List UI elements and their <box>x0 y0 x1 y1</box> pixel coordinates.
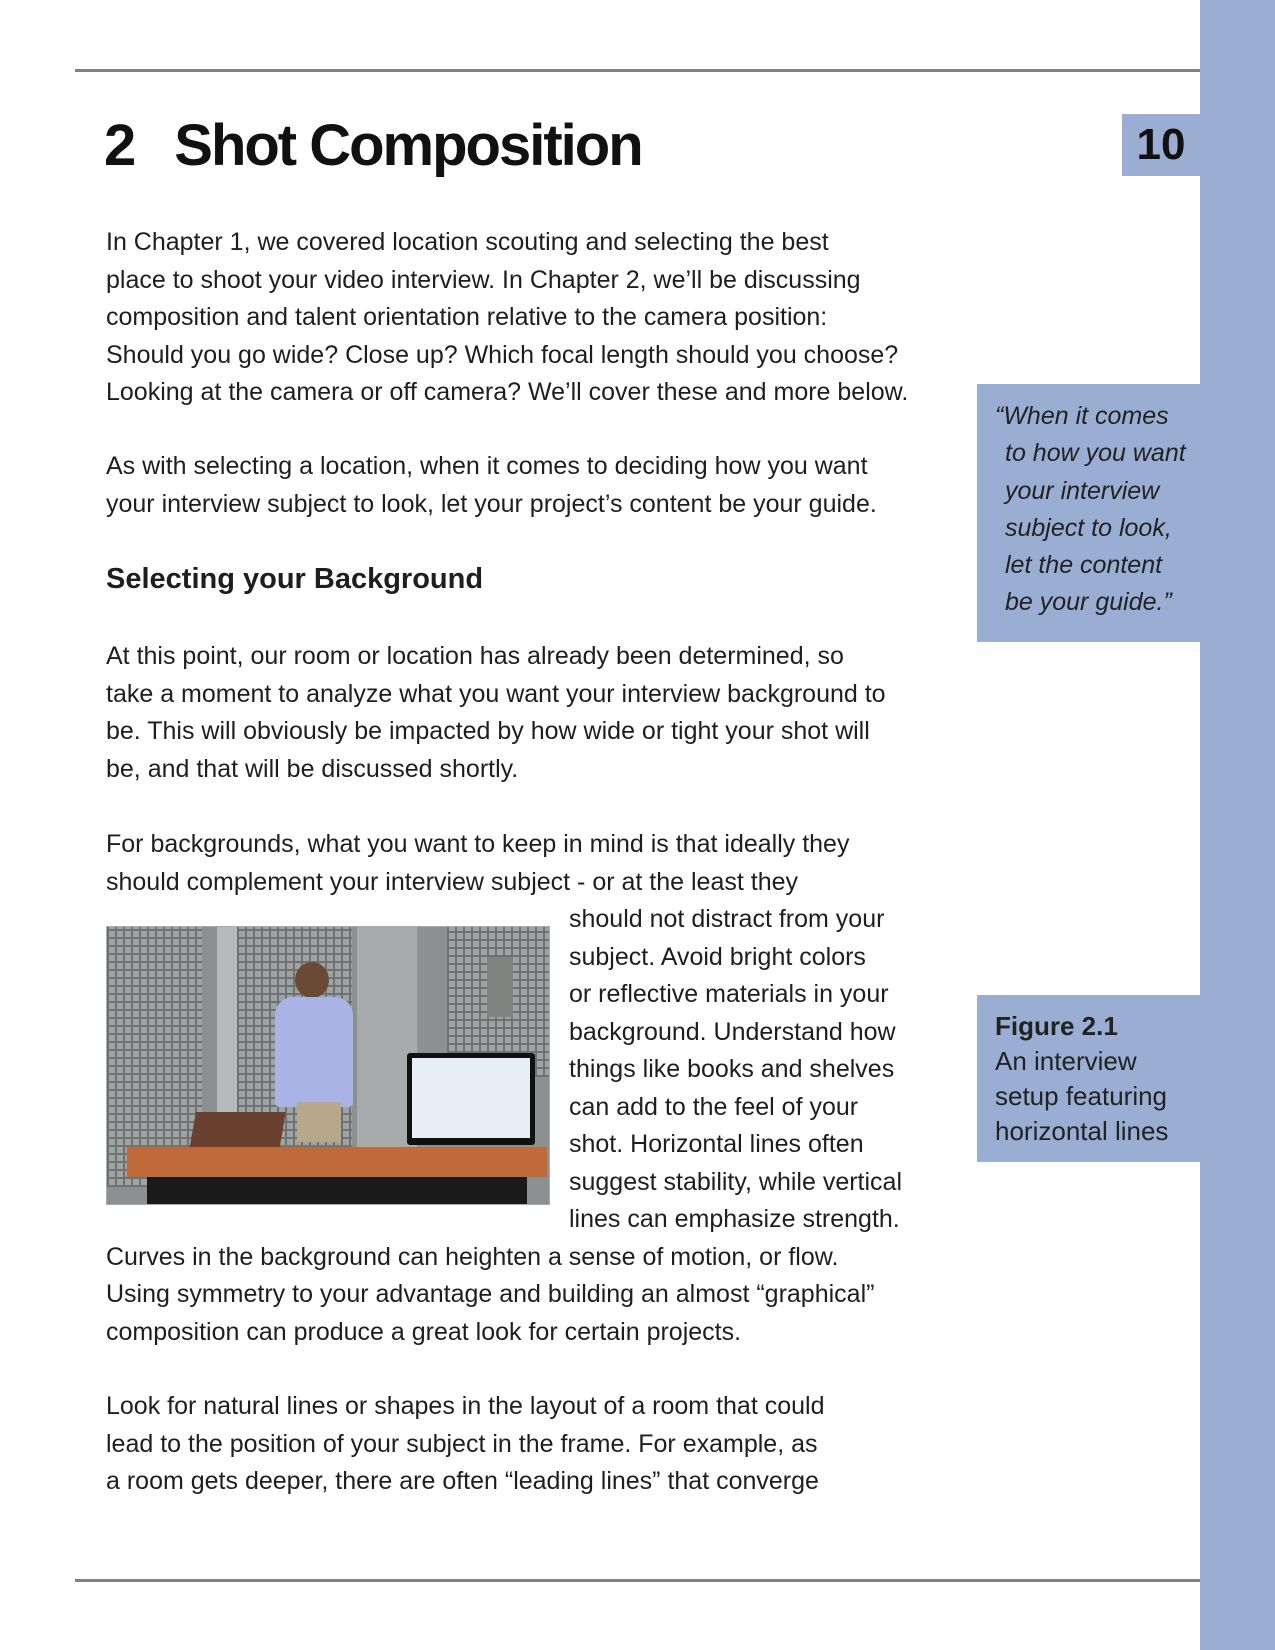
figure-label: Figure 2.1 <box>995 1011 1118 1041</box>
text-line: At this point, our room or location has already been determined, so <box>106 642 844 670</box>
text-line: background. Understand how <box>569 1017 896 1046</box>
page-number: 10 <box>1122 114 1200 176</box>
paragraph-3 <box>106 638 886 788</box>
text-line: lines can emphasize strength. <box>569 1205 900 1233</box>
text-line: things like books and shelves <box>569 1055 895 1083</box>
text-line: horizontal lines <box>995 1116 1169 1146</box>
text-line: should complement your interview subject - or at the least they <box>106 867 799 896</box>
interview-setup-photo <box>106 926 550 1205</box>
text-line: As with selecting a location, when it comes to deciding how you want <box>106 452 868 480</box>
text-line: be your guide.” <box>1005 588 1172 617</box>
text-line: suggest stability, while vertical <box>569 1167 903 1196</box>
text-line: Curves in the background can heighten a sense of motion, or flow. <box>106 1242 839 1271</box>
pull-quote <box>977 384 1200 642</box>
top-rule <box>75 69 1200 72</box>
text-line: place to shoot your video interview. In Chapter 2, we’ll be discussing <box>106 265 861 294</box>
chapter-title-text: Shot Composition <box>174 113 642 178</box>
text-line: “When it comes <box>995 402 1169 430</box>
text-line: An interview <box>995 1046 1137 1076</box>
text-line: be, and that will be discussed shortly. <box>106 754 519 783</box>
text-line: shot. Horizontal lines often <box>569 1130 864 1158</box>
text-line: to how you want <box>1005 439 1186 468</box>
text-line: take a moment to analyze what you want your interview background to <box>106 679 886 708</box>
text-line: lead to the position of your subject in the frame. For example, as <box>106 1429 818 1458</box>
text-line: be. This will obviously be impacted by how wide or tight your shot will <box>106 717 870 745</box>
page-side-band <box>1200 0 1275 1650</box>
text-line: a room gets deeper, there are often “leading lines” that converge <box>106 1467 819 1495</box>
paragraph-2 <box>106 448 877 523</box>
chapter-title <box>104 112 642 179</box>
text-line: your interview <box>1005 476 1160 505</box>
text-line: should not distract from your <box>569 905 885 933</box>
text-line: subject to look, <box>1005 513 1172 542</box>
text-line: Should you go wide? Close up? Which focal length should you choose? <box>106 340 899 369</box>
chapter-number: 2 <box>104 113 135 178</box>
section-heading: Selecting your Background <box>106 563 484 595</box>
text-line: composition and talent orientation relative to the camera position: <box>106 303 828 331</box>
figure-caption <box>977 995 1200 1162</box>
text-line: or reflective materials in your <box>569 980 889 1008</box>
text-line: subject. Avoid bright colors <box>569 942 866 971</box>
text-line: For backgrounds, what you want to keep in mind is that ideally they <box>106 830 850 858</box>
text-line: Using symmetry to your advantage and building an almost “graphical” <box>106 1280 875 1308</box>
text-line: Look for natural lines or shapes in the layout of a room that could <box>106 1392 825 1420</box>
text-line: composition can produce a great look for certain projects. <box>106 1317 742 1346</box>
text-line: can add to the feel of your <box>569 1092 859 1121</box>
bottom-rule <box>75 1579 1200 1582</box>
text-line: let the content <box>1005 551 1163 580</box>
paragraph-5 <box>106 1388 824 1501</box>
paragraph-1 <box>106 224 908 412</box>
text-line: setup featuring <box>995 1081 1168 1111</box>
text-line: In Chapter 1, we covered location scouting and selecting the best <box>106 228 829 256</box>
text-line: your interview subject to look, let your project’s content be your guide. <box>106 489 877 518</box>
text-line: Looking at the camera or off camera? We’ll cover these and more below. <box>106 378 909 406</box>
